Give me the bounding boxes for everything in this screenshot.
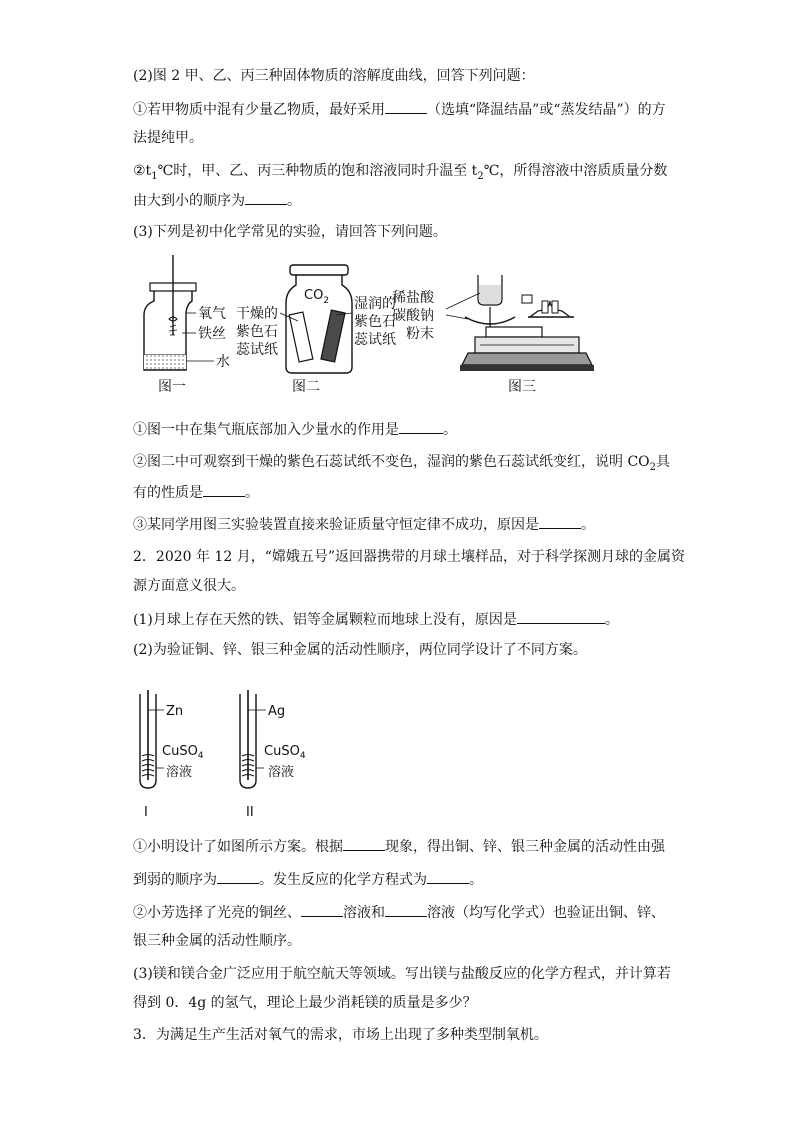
fig2-caption: 图二	[292, 379, 320, 395]
fig3-label-hcl: 稀盐酸	[392, 290, 434, 306]
q1-item2-line2: 由大到小的顺序为 。	[133, 190, 301, 211]
q3-intro: 3．为满足生产生活对氧气的需求，市场上出现了多种类型制氧机。	[133, 1027, 548, 1043]
fig1-label-water: 水	[216, 354, 230, 370]
tube1-metal: Zn	[166, 704, 184, 719]
answer-blank[interactable]	[517, 609, 605, 624]
answer-blank[interactable]	[203, 482, 245, 497]
experiment-figures	[130, 255, 600, 400]
q1-item2-line1: $②t_1℃$时，甲、乙、丙三种物质的饱和溶液同时升温至 $t_2℃$，所得溶液中溶质质量分数	[133, 163, 668, 182]
answer-blank[interactable]	[217, 869, 259, 884]
q2-a2-line2: 银三种金属的活动性顺序。	[133, 933, 301, 949]
q1-item1-line1: ①若甲物质中混有少量乙物质，最好采用 （选填“降温结晶”或“蒸发结晶”）的方	[133, 99, 666, 120]
fig2-right-label-2: 紫色石	[354, 314, 396, 330]
tube2-solution: CuSO$_4$	[264, 744, 306, 761]
q1-sub2-line2: 有的性质是 。	[133, 482, 259, 503]
q1-sub1: ①图一中在集气瓶底部加入少量水的作用是 。	[133, 419, 457, 440]
q2-intro-line1: 2．2020 年 12 月，“嫦娥五号”返回器携带的月球土壤样品，对于科学探测月球的金属资	[133, 549, 686, 565]
tube1-solution-word: 溶液	[166, 765, 193, 780]
q1-part2-intro: (2)图 2 甲、乙、丙三种固体物质的溶解度曲线，回答下列问题：	[133, 68, 535, 84]
q2-part3-line2: 得到 0．4g 的氢气，理论上最少消耗镁的质量是多少？	[133, 995, 477, 1011]
q2-intro-line2: 源方面意义很大。	[133, 578, 245, 594]
fig1-caption: 图一	[158, 379, 186, 395]
answer-blank[interactable]	[399, 419, 443, 434]
test-tube-1	[140, 690, 164, 788]
tube1-label: I	[144, 805, 148, 820]
answer-blank[interactable]	[385, 99, 427, 114]
q1-sub3: ③某同学用图三实验装置直接来验证质量守恒定律不成功，原因是 。	[133, 514, 595, 535]
q2-a1-line1: ①小明设计了如图所示方案。根据 现象，得出铜、锌、银三种金属的活动性由强	[133, 836, 665, 857]
fig1-label-iron-wire: 铁丝	[198, 326, 226, 342]
test-tube-figures	[130, 690, 330, 820]
fig3-label-powder: 粉末	[406, 326, 434, 342]
tube2-label: II	[246, 805, 254, 820]
tube2-metal: Ag	[268, 704, 286, 719]
q1-sub2-line1: ②图二中可观察到干燥的紫色石蕊试纸不变色，湿润的紫色石蕊试纸变红，说明 $CO_2$具	[133, 454, 671, 473]
fig2-left-label-1: 干燥的	[236, 306, 278, 322]
figure-3-balance	[446, 275, 594, 371]
q2-a2-line1: ②小芳选择了光亮的铜丝、 溶液和 溶液（均写化学式）也验证出铜、锌、	[133, 902, 665, 923]
fig1-label-oxygen: 氧气	[198, 306, 226, 322]
fig3-caption: 图三	[508, 379, 536, 395]
test-tube-2	[240, 690, 266, 788]
tube1-solution: CuSO$_4$	[162, 744, 204, 761]
fig2-right-label-1: 湿润的	[354, 296, 396, 312]
fig2-left-label-2: 紫色石	[236, 324, 278, 340]
answer-blank[interactable]	[301, 902, 343, 917]
tube2-solution-word: 溶液	[268, 765, 295, 780]
answer-blank[interactable]	[385, 902, 427, 917]
q2-part2-intro: (2)为验证铜、锌、银三种金属的活动性顺序，两位同学设计了不同方案。	[133, 642, 587, 658]
q2-part1: (1)月球上存在天然的铁、铝等金属颗粒而地球上没有，原因是 。	[133, 609, 619, 630]
fig2-right-label-3: 蕊试纸	[354, 332, 396, 348]
fig2-gas-label: $CO_2$	[304, 288, 330, 306]
q2-a1-line2: 到弱的顺序为 。发生反应的化学方程式为 。	[133, 869, 483, 890]
q1-item1-line2: 法提纯甲。	[133, 130, 203, 146]
answer-blank[interactable]	[427, 869, 469, 884]
q1-part3-intro: (3)下列是初中化学常见的实验，请回答下列问题。	[133, 224, 447, 240]
fig2-left-label-3: 蕊试纸	[236, 342, 278, 358]
fig3-label-na2co3: 碳酸钠	[392, 308, 434, 324]
answer-blank[interactable]	[245, 190, 287, 205]
answer-blank[interactable]	[343, 836, 385, 851]
q2-part3-line1: (3)镁和镁合金广泛应用于航空航天等领域。写出镁与盐酸反应的化学方程式，并计算若	[133, 966, 671, 982]
figure-2-co2-jar	[280, 265, 352, 373]
answer-blank[interactable]	[539, 514, 581, 529]
